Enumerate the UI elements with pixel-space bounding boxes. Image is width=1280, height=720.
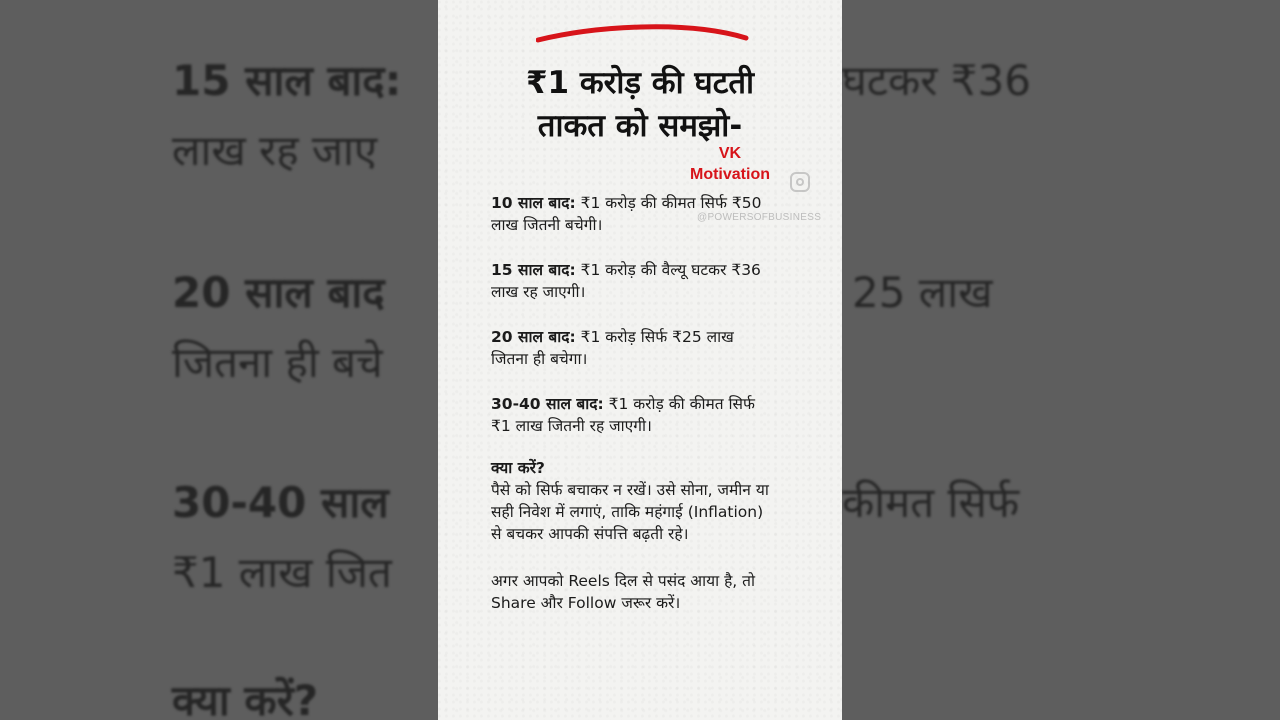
cta-line: Share और Follow जरूर करें।	[491, 594, 681, 612]
cta-line: अगर आपको Reels दिल से पसंद आया है, तो	[491, 572, 756, 590]
bg-text: जितना ही बचे	[172, 338, 383, 387]
title-line: ₹1 करोड़ की घटती	[525, 65, 755, 101]
item-text: ₹1 करोड़ सिर्फ ₹25 लाख	[575, 328, 734, 346]
advice-text: सही निवेश में लगाएं, ताकि महंगाई (Inflation)	[491, 503, 764, 521]
bg-text: घटकर ₹36	[842, 56, 1031, 105]
item-label: 20 साल बाद:	[491, 328, 576, 346]
cta-text	[491, 570, 821, 614]
instagram-icon	[790, 172, 810, 192]
list-item	[491, 326, 811, 370]
item-text: ₹1 करोड़ की कीमत सिर्फ ₹50	[575, 194, 762, 212]
item-label: 15 साल बाद:	[491, 261, 576, 279]
blurred-background-left	[0, 0, 438, 720]
list-item	[491, 393, 811, 437]
item-text: लाख रह जाएगी।	[491, 283, 586, 301]
bg-text: 30-40 साल	[172, 478, 389, 527]
bg-text: 15 साल बाद:	[172, 56, 402, 105]
watermark-handle: @POWERSOFBUSINESS	[697, 212, 822, 223]
bg-text: 25 लाख	[852, 268, 993, 317]
list-item	[491, 192, 811, 236]
title-line: ताकत को समझो-	[537, 108, 743, 144]
item-text: ₹1 लाख जितनी रह जाएगी।	[491, 417, 652, 435]
bg-text: 20 साल बाद	[172, 268, 385, 317]
advice-section	[491, 457, 821, 545]
brand-line: Motivation	[690, 166, 770, 183]
advice-title: क्या करें?	[491, 459, 545, 477]
blurred-background-right	[842, 0, 1280, 720]
item-text: जितना ही बचेगा।	[491, 350, 588, 368]
bg-text: ₹1 लाख जित	[172, 548, 392, 597]
advice-text: से बचकर आपकी संपत्ति बढ़ती रहे।	[491, 525, 689, 543]
red-underline-stroke	[536, 18, 750, 46]
item-text: ₹1 करोड़ की कीमत सिर्फ	[603, 395, 755, 413]
advice-text: पैसे को सिर्फ बचाकर न रखें। उसे सोना, जमीन या	[491, 481, 769, 499]
item-label: 10 साल बाद:	[491, 194, 576, 212]
item-text: ₹1 करोड़ की वैल्यू घटकर ₹36	[575, 261, 761, 279]
bg-text: कीमत सिर्फ	[842, 478, 1020, 527]
brand-line: VK	[718, 145, 742, 162]
item-text: लाख जितनी बचेगी।	[491, 216, 603, 234]
post-card	[438, 0, 842, 720]
page-title	[438, 62, 842, 148]
bg-text: क्या करें?	[172, 676, 319, 720]
bg-text: लाख रह जाए	[172, 126, 378, 175]
item-label: 30-40 साल बाद:	[491, 395, 604, 413]
brand-label	[682, 143, 778, 185]
list-item	[491, 259, 811, 303]
